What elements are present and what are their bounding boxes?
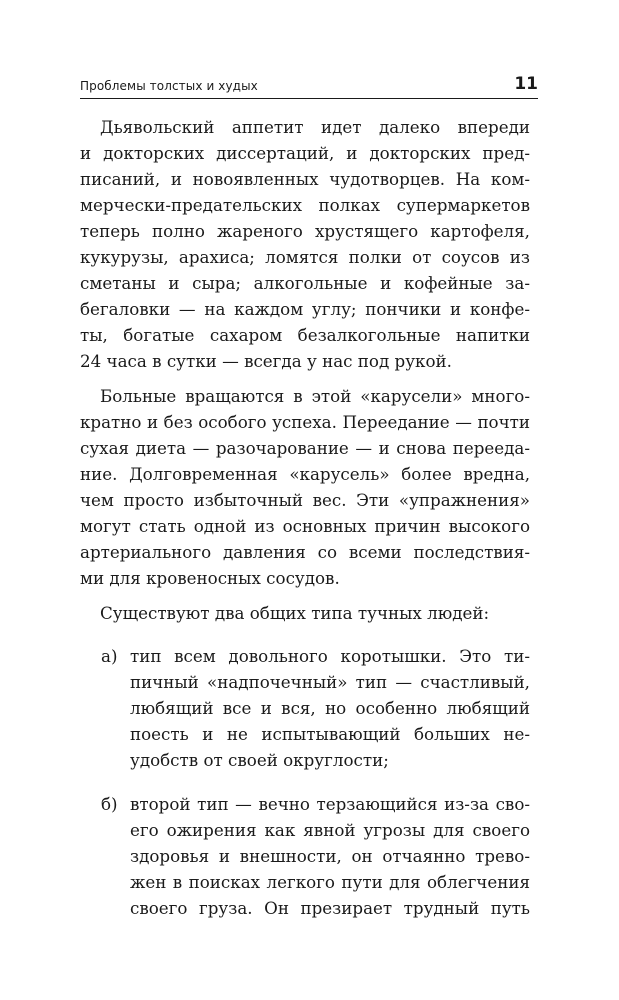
paragraph-3 xyxy=(80,600,530,626)
text-line: пичный «надпочечный» тип — счастливый, xyxy=(130,672,530,692)
list-marker: б) xyxy=(101,794,118,814)
text-line: ми для кровеносных сосудов. xyxy=(80,568,340,588)
text-line: любящий все и вся, но особенно любящий xyxy=(130,698,530,718)
text-line: жен в поисках легкого пути для облегчения xyxy=(130,872,530,892)
list-item-b xyxy=(80,791,530,921)
text-line: второй тип — вечно терзающийся из-за сво- xyxy=(130,794,530,814)
text-line: Дьявольский аппетит идет далеко впереди xyxy=(100,117,530,137)
text-line: Больные вращаются в этой «карусели» много- xyxy=(100,386,530,406)
paragraph-2 xyxy=(80,383,530,591)
paragraph-1 xyxy=(80,114,530,374)
text-line: здоровья и внешности, он отчаянно трево- xyxy=(130,846,530,866)
text-line: 24 часа в сутки — всегда у нас под рукой. xyxy=(80,351,452,371)
text-line: своего груза. Он презирает трудный путь xyxy=(130,898,530,918)
text-line: артериального давления со всеми последствия- xyxy=(80,542,530,562)
list-item-a xyxy=(80,643,530,773)
text-line: бегаловки — на каждом углу; пончики и конфе- xyxy=(80,299,530,319)
list-marker: а) xyxy=(101,646,118,666)
header-title: Проблемы толстых и худых xyxy=(80,79,258,93)
text-line: ты, богатые сахаром безалкогольные напитки xyxy=(80,325,530,345)
body-text xyxy=(80,114,530,939)
text-line: кратно и без особого успеха. Переедание — почти xyxy=(80,412,530,432)
text-line: мерчески-предательских полках супермаркетов xyxy=(80,195,530,215)
text-line: и докторских диссертаций, и докторских пред- xyxy=(80,143,530,163)
running-header xyxy=(80,72,538,99)
text-line: писаний, и новоявленных чудотворцев. На ком- xyxy=(80,169,530,189)
text-line: сметаны и сыра; алкогольные и кофейные за- xyxy=(80,273,530,293)
text-line: его ожирения как явной угрозы для своего xyxy=(130,820,530,840)
text-line: могут стать одной из основных причин высокого xyxy=(80,516,530,536)
text-line: поесть и не испытывающий больших не- xyxy=(130,724,530,744)
text-line: тип всем довольного коротышки. Это ти- xyxy=(130,646,530,666)
text-line: теперь полно жареного хрустящего картофеля, xyxy=(80,221,530,241)
text-line: Существуют два общих типа тучных людей: xyxy=(100,603,490,623)
text-line: сухая диета — разочарование — и снова перееда- xyxy=(80,438,530,458)
text-line: удобств от своей округлости; xyxy=(130,750,389,770)
text-line: ние. Долговременная «карусель» более вредна, xyxy=(80,464,530,484)
text-line: чем просто избыточный вес. Эти «упражнения» xyxy=(80,490,530,510)
text-line: кукурузы, арахиса; ломятся полки от соусов из xyxy=(80,247,530,267)
page-number: 11 xyxy=(514,74,538,94)
